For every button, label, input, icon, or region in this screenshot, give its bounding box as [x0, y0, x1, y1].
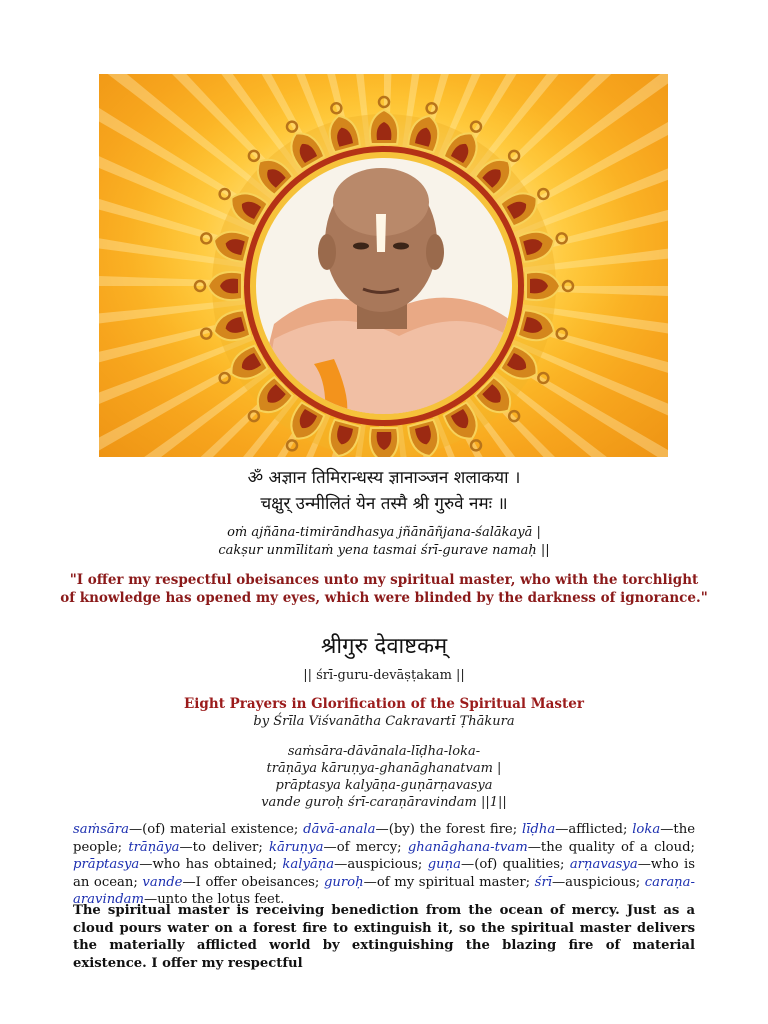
synonym-meaning: —(by) the forest fire;	[375, 822, 522, 837]
portrait-illustration	[99, 74, 668, 457]
mantra-transliteration-line-1: oṁ ajñāna-timirāndhasya jñānāñjana-śalākayā |	[227, 525, 541, 540]
quote-line-1: "I offer my respectful obeisances unto my spiritual master, who with the torchlight	[69, 572, 699, 588]
verse-line-3: prāptasya kalyāṇa-guṇārṇavasya	[275, 778, 493, 793]
synonym-word: ghanāghana-tvam	[407, 839, 528, 855]
synonym-word: kāruṇya	[269, 839, 324, 855]
synonym-meaning: —unto the lotus feet.	[144, 892, 285, 907]
synonym-meaning: —of my spiritual master;	[363, 874, 535, 890]
purport-paragraph: The spiritual master is receiving benediction from the ocean of mercy. Just as a cloud pours water on a forest fire to extinguish it, so the spiritual master delivers the materially afflicted world by extinguishing the blazing fire of material existence. I offer my respectful	[73, 903, 695, 971]
synonym-word: prāptasya	[73, 857, 140, 872]
synonym-word: trāṇāya	[128, 839, 180, 855]
synonym-meaning: —auspicious;	[551, 874, 645, 890]
quote-line-2: of knowledge has opened my eyes, which were blinded by the darkness of ignorance."	[60, 590, 708, 606]
synonym-word: dāvā-anala	[303, 822, 376, 837]
synonym-word: caraṇa-aravindam	[73, 874, 695, 907]
word-for-word-synonyms	[73, 821, 695, 909]
synonym-word: guṇa	[427, 857, 462, 872]
verse-line-1: saṁsāra-dāvānala-līḍha-loka-	[287, 744, 481, 759]
synonym-meaning: —auspicious;	[334, 857, 428, 872]
prayer-title-english: Eight Prayers in Glorification of the Spiritual Master	[184, 696, 584, 712]
synonym-word: loka	[632, 822, 661, 837]
prayer-title-devanagari: श्रीगुरु देवाष्टकम्	[320, 634, 448, 659]
synonym-word: saṁsāra	[73, 822, 129, 837]
synonym-word: līḍha	[521, 822, 556, 837]
synonym-meaning: —of mercy;	[323, 839, 408, 855]
synonym-word: guroḥ	[323, 874, 364, 890]
portrait-banner	[99, 74, 668, 457]
synonym-meaning: —who is an ocean;	[73, 857, 695, 890]
synonym-word: vande	[142, 874, 183, 890]
synonym-meaning: —the quality of a cloud;	[527, 839, 695, 855]
mantra-devanagari-line-2: चक्षुर् उन्मीलितं येन तस्मै श्री गुरुवे नमः ॥	[260, 494, 508, 514]
synonym-meaning: —who has obtained;	[139, 857, 283, 872]
synonym-word: kalyāṇa	[282, 857, 335, 872]
synonym-meaning: —the people;	[73, 822, 696, 855]
verse-line-2: trāṇāya kāruṇya-ghanāghanatvam |	[266, 761, 502, 776]
prayer-title-transliteration: || śrī-guru-devāṣṭakam ||	[303, 668, 465, 683]
verse-line-4: vande guroḥ śrī-caraṇāravindam ||1||	[261, 795, 507, 810]
synonym-word: śrī	[534, 874, 552, 890]
synonym-meaning: —afflicted;	[555, 822, 633, 837]
synonym-word: arṇavasya	[569, 857, 638, 872]
synonym-meaning: —to deliver;	[179, 839, 270, 855]
mantra-transliteration-line-2: cakṣur unmīlitaṁ yena tasmai śrī-gurave namaḥ ||	[218, 543, 550, 558]
synonym-meaning: —(of) material existence;	[128, 822, 304, 837]
author-byline: by Śrīla Viśvanātha Cakravartī Ṭhākura	[253, 714, 515, 729]
mantra-devanagari-line-1: ॐ अज्ञान तिमिरान्धस्य ज्ञानाञ्जन शलाकया ।	[247, 468, 521, 488]
synonym-meaning: —(of) qualities;	[461, 857, 570, 872]
synonym-meaning: —I offer obeisances;	[182, 874, 324, 890]
